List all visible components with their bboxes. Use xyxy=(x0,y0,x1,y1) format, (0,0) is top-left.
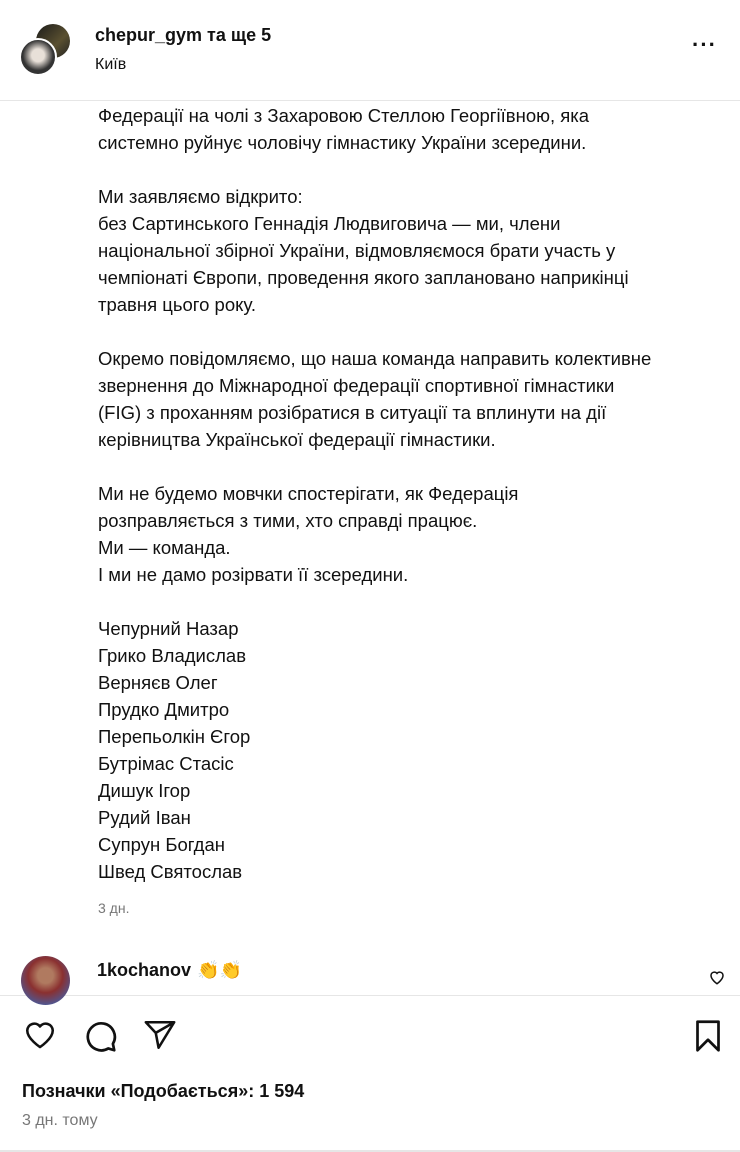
author-line[interactable] xyxy=(95,25,271,46)
commenter-username[interactable]: 1kochanov xyxy=(97,960,192,980)
post-caption xyxy=(98,102,651,885)
caption-blank-line xyxy=(98,318,651,345)
caption-line: Ми заявляємо відкрито: xyxy=(98,186,303,207)
caption-line: керівництва Української федерації гімнастики. xyxy=(98,429,496,450)
caption-line: Швед Святослав xyxy=(98,861,243,882)
caption-line: Бутрімас Стасіс xyxy=(98,753,234,774)
caption-blank-line xyxy=(98,453,651,480)
caption-blank-line xyxy=(98,156,651,183)
comment-like-heart-icon[interactable] xyxy=(708,968,726,986)
caption-blank-line xyxy=(98,588,651,615)
post-date[interactable]: 3 дн. тому xyxy=(22,1112,98,1129)
caption-line: системно руйнує чоловічу гімнастику України зсередини. xyxy=(98,132,587,153)
caption-line: Рудий Іван xyxy=(98,807,191,828)
caption-line: розправляється з тими, хто справді працює. xyxy=(98,510,478,531)
caption-line: Верняєв Олег xyxy=(98,672,218,693)
caption-timestamp[interactable]: 3 дн. xyxy=(98,900,130,916)
caption-line: без Сартинського Геннадія Людвиговича — ми, члени xyxy=(98,213,561,234)
bookmark-icon[interactable] xyxy=(690,1018,726,1054)
caption-line: чемпіонаті Європи, проведення якого заплановано наприкінці xyxy=(98,267,629,288)
commenter-avatar[interactable] xyxy=(21,956,70,1005)
author-username[interactable]: chepur_gym xyxy=(95,25,203,45)
post-actions xyxy=(0,1018,740,1054)
comment-text: 👏👏 xyxy=(197,960,242,980)
caption-line: звернення до Міжнародної федерації спортивної гімнастики xyxy=(98,375,615,396)
comment-item xyxy=(0,944,740,996)
heart-icon[interactable] xyxy=(22,1018,58,1052)
caption-line: Грико Владислав xyxy=(98,645,247,666)
caption-line: травня цього року. xyxy=(98,294,256,315)
caption-line: Супрун Богдан xyxy=(98,834,225,855)
caption-line: Ми не будемо мовчки спостерігати, як Федерація xyxy=(98,483,519,504)
coauthors-link[interactable]: та ще 5 xyxy=(202,25,272,45)
caption-line: Перепьолкін Єгор xyxy=(98,726,251,747)
likes-count[interactable]: Позначки «Подобається»: 1 594 xyxy=(22,1081,305,1101)
caption-line: Прудко Дмитро xyxy=(98,699,230,720)
comment-icon[interactable] xyxy=(82,1018,118,1054)
caption-line: Окремо повідомляємо, що наша команда направить колективне xyxy=(98,348,652,369)
caption-line: Чепурний Назар xyxy=(98,618,239,639)
author-avatar[interactable] xyxy=(19,38,57,76)
more-horizontal-icon[interactable]: ··· xyxy=(692,32,717,57)
location-link[interactable]: Київ xyxy=(95,56,127,73)
post-header xyxy=(0,0,740,101)
caption-line: Дишук Ігор xyxy=(98,780,191,801)
caption-line: Ми — команда. xyxy=(98,537,231,558)
caption-line: національної збірної України, відмовляємося брати участь у xyxy=(98,240,616,261)
caption-line: (FIG) з проханням розібратися в ситуації та вплинути на дії xyxy=(98,402,607,423)
caption-line: І ми не дамо розірвати її зсередини. xyxy=(98,564,409,585)
share-icon[interactable] xyxy=(142,1018,178,1052)
caption-line: Федерації на чолі з Захаровою Стеллою Георгіївною, яка xyxy=(98,105,590,126)
